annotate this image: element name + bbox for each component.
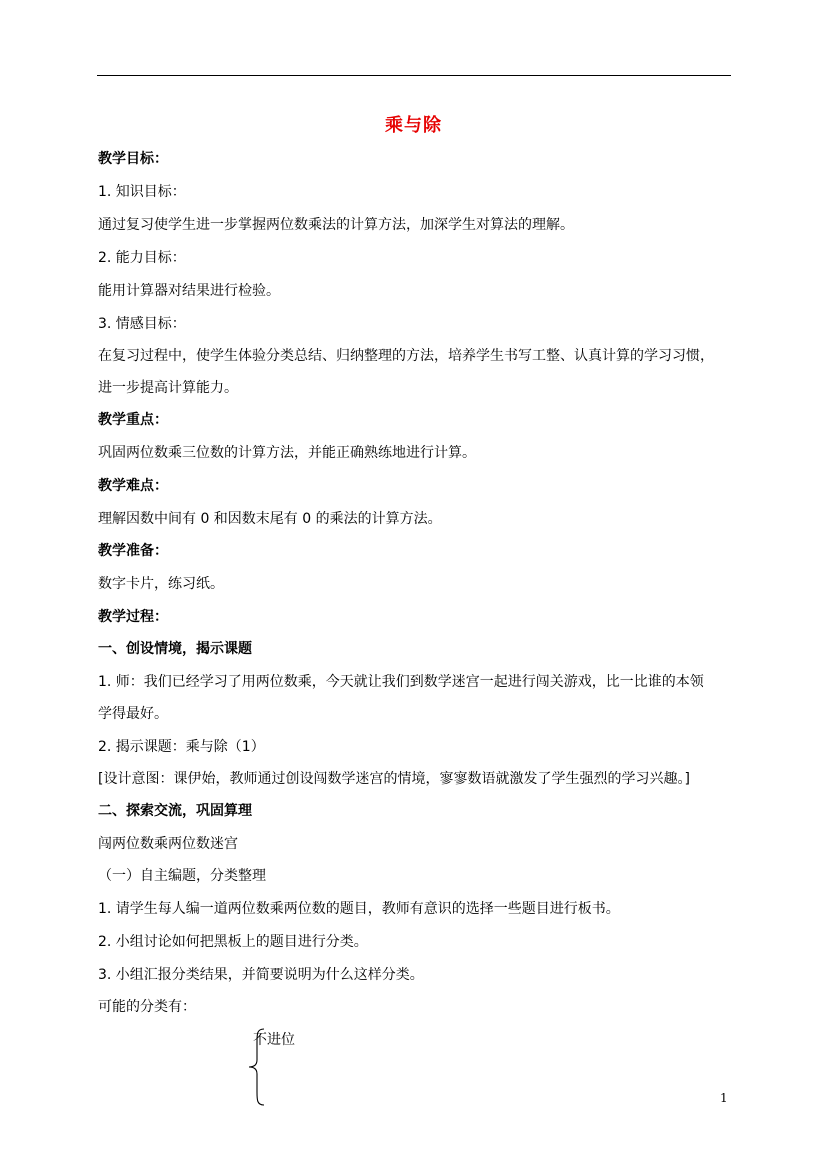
paragraph: 闯两位数乘两位数迷宫	[98, 836, 238, 852]
paragraph: 进一步提高计算能力。	[98, 380, 238, 396]
paragraph: 巩固两位数乘三位数的计算方法，并能正确熟练地进行计算。	[98, 445, 476, 461]
list-item: 2. 能力目标：	[98, 250, 186, 266]
paragraph: 通过复习使学生进一步掌握两位数乘法的计算方法，加深学生对算法的理解。	[98, 217, 574, 233]
subsection-heading: 二、探索交流，巩固算理	[98, 803, 252, 819]
paragraph: 理解因数中间有 0 和因数末尾有 0 的乘法的计算方法。	[98, 511, 442, 527]
list-item: 1. 师：我们已经学习了用两位数乘，今天就让我们到数学迷宫一起进行闯关游戏，比一比谁的本领	[98, 674, 704, 690]
section-heading-key-points: 教学重点：	[98, 412, 168, 428]
list-item: 3. 小组汇报分类结果，并简要说明为什么这样分类。	[98, 967, 424, 983]
page-number: 1	[720, 1091, 728, 1105]
brace-label: 不进位	[253, 1032, 295, 1048]
paragraph: 学得最好。	[98, 706, 168, 722]
list-item: 2. 揭示课题：乘与除（1）	[98, 739, 265, 755]
paragraph: 在复习过程中，使学生体验分类总结、归纳整理的方法，培养学生书写工整、认真计算的学习习惯，	[98, 348, 714, 364]
list-item: 3. 情感目标：	[98, 316, 186, 332]
list-item: 1. 知识目标：	[98, 184, 186, 200]
subsection-heading: 一、创设情境，揭示课题	[98, 641, 252, 657]
list-item: 2. 小组讨论如何把黑板上的题目进行分类。	[98, 934, 368, 950]
paragraph: （一）自主编题，分类整理	[98, 868, 266, 884]
section-heading-objectives: 教学目标：	[98, 151, 168, 167]
section-heading-preparation: 教学准备：	[98, 543, 168, 559]
list-item: 1. 请学生每人编一道两位数乘两位数的题目，教师有意识的选择一些题目进行板书。	[98, 901, 620, 917]
document-title: 乘与除	[385, 115, 442, 136]
paragraph: 能用计算器对结果进行检验。	[98, 283, 280, 299]
section-heading-process: 教学过程：	[98, 609, 168, 625]
header-rule	[97, 75, 731, 76]
paragraph: 数字卡片，练习纸。	[98, 576, 224, 592]
design-note: [设计意图：课伊始，教师通过创设闯数学迷宫的情境，寥寥数语就激发了学生强烈的学习兴趣。]	[98, 771, 690, 787]
paragraph: 可能的分类有：	[98, 999, 196, 1015]
section-heading-difficulties: 教学难点：	[98, 478, 168, 494]
